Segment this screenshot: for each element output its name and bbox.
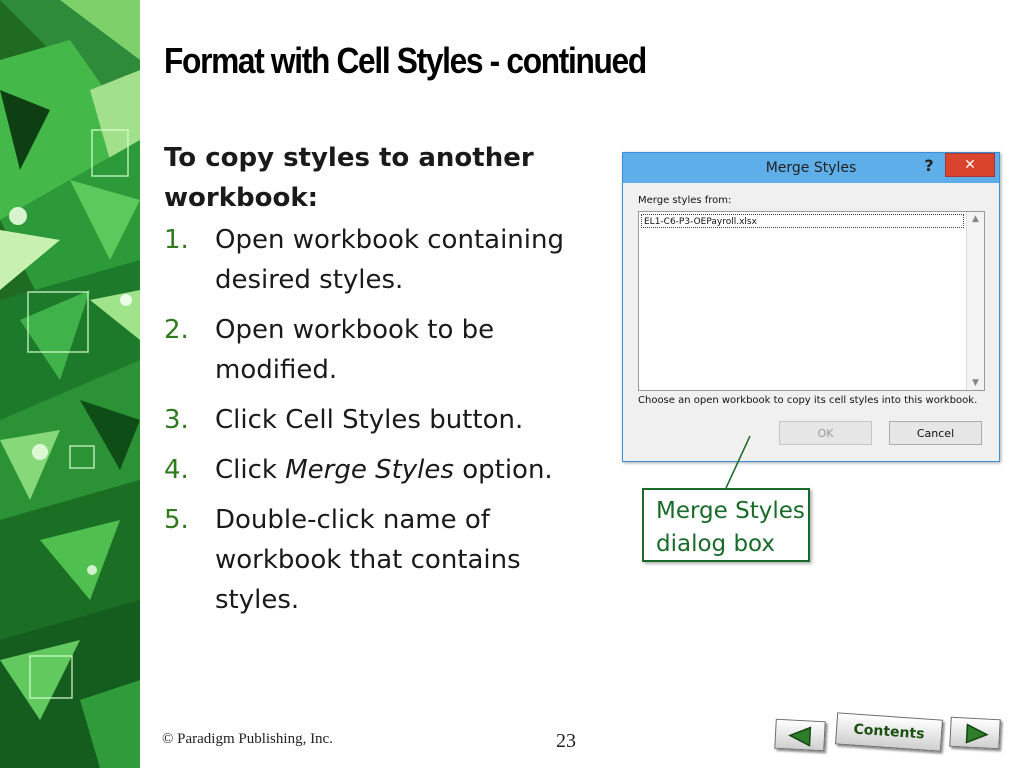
step-number: 3. (164, 405, 189, 435)
step-text-suffix: option. (453, 455, 553, 485)
step-number: 1. (164, 225, 189, 255)
next-slide-button[interactable] (949, 717, 1001, 750)
page-number: 23 (556, 730, 576, 752)
ok-button[interactable]: OK (779, 421, 872, 445)
copyright-footer: © Paradigm Publishing, Inc. (162, 731, 333, 747)
step-text: Open workbook containing desired styles. (215, 225, 564, 295)
step-text-emphasis: Merge Styles (285, 455, 454, 485)
dialog-hint: Choose an open workbook to copy its cell styles into this workbook. (638, 395, 978, 406)
step-number: 2. (164, 315, 189, 345)
callout-line-1: Merge Styles (656, 498, 805, 524)
triangle-right-icon (950, 718, 1002, 751)
help-icon[interactable]: ? (924, 156, 934, 175)
previous-slide-button[interactable] (774, 719, 826, 752)
step-text: Click Cell Styles button. (215, 405, 524, 435)
step-number: 5. (164, 505, 189, 535)
contents-button[interactable]: Contents (835, 712, 943, 751)
cancel-button[interactable]: Cancel (889, 421, 982, 445)
list-item[interactable]: EL1-C6-P3-OEPayroll.xlsx (641, 214, 964, 228)
step-text: Open workbook to be modified. (215, 315, 495, 385)
callout-line-2: dialog box (656, 531, 776, 557)
slide-title: Format with Cell Styles - continued (164, 40, 646, 81)
dialog-title: Merge Styles (765, 160, 857, 176)
step-text-prefix: Click (215, 455, 286, 485)
close-icon[interactable]: ✕ (945, 153, 995, 177)
callout-box (642, 488, 810, 562)
chevron-up-icon[interactable]: ▲ (972, 214, 979, 224)
step-number: 4. (164, 455, 189, 485)
intro-text: To copy styles to another workbook: (164, 143, 534, 213)
chevron-down-icon[interactable]: ▼ (972, 378, 979, 388)
triangle-left-icon (775, 720, 827, 753)
step-text: Double-click name of workbook that contains styles. (215, 505, 521, 615)
merge-from-label: Merge styles from: (638, 195, 732, 206)
